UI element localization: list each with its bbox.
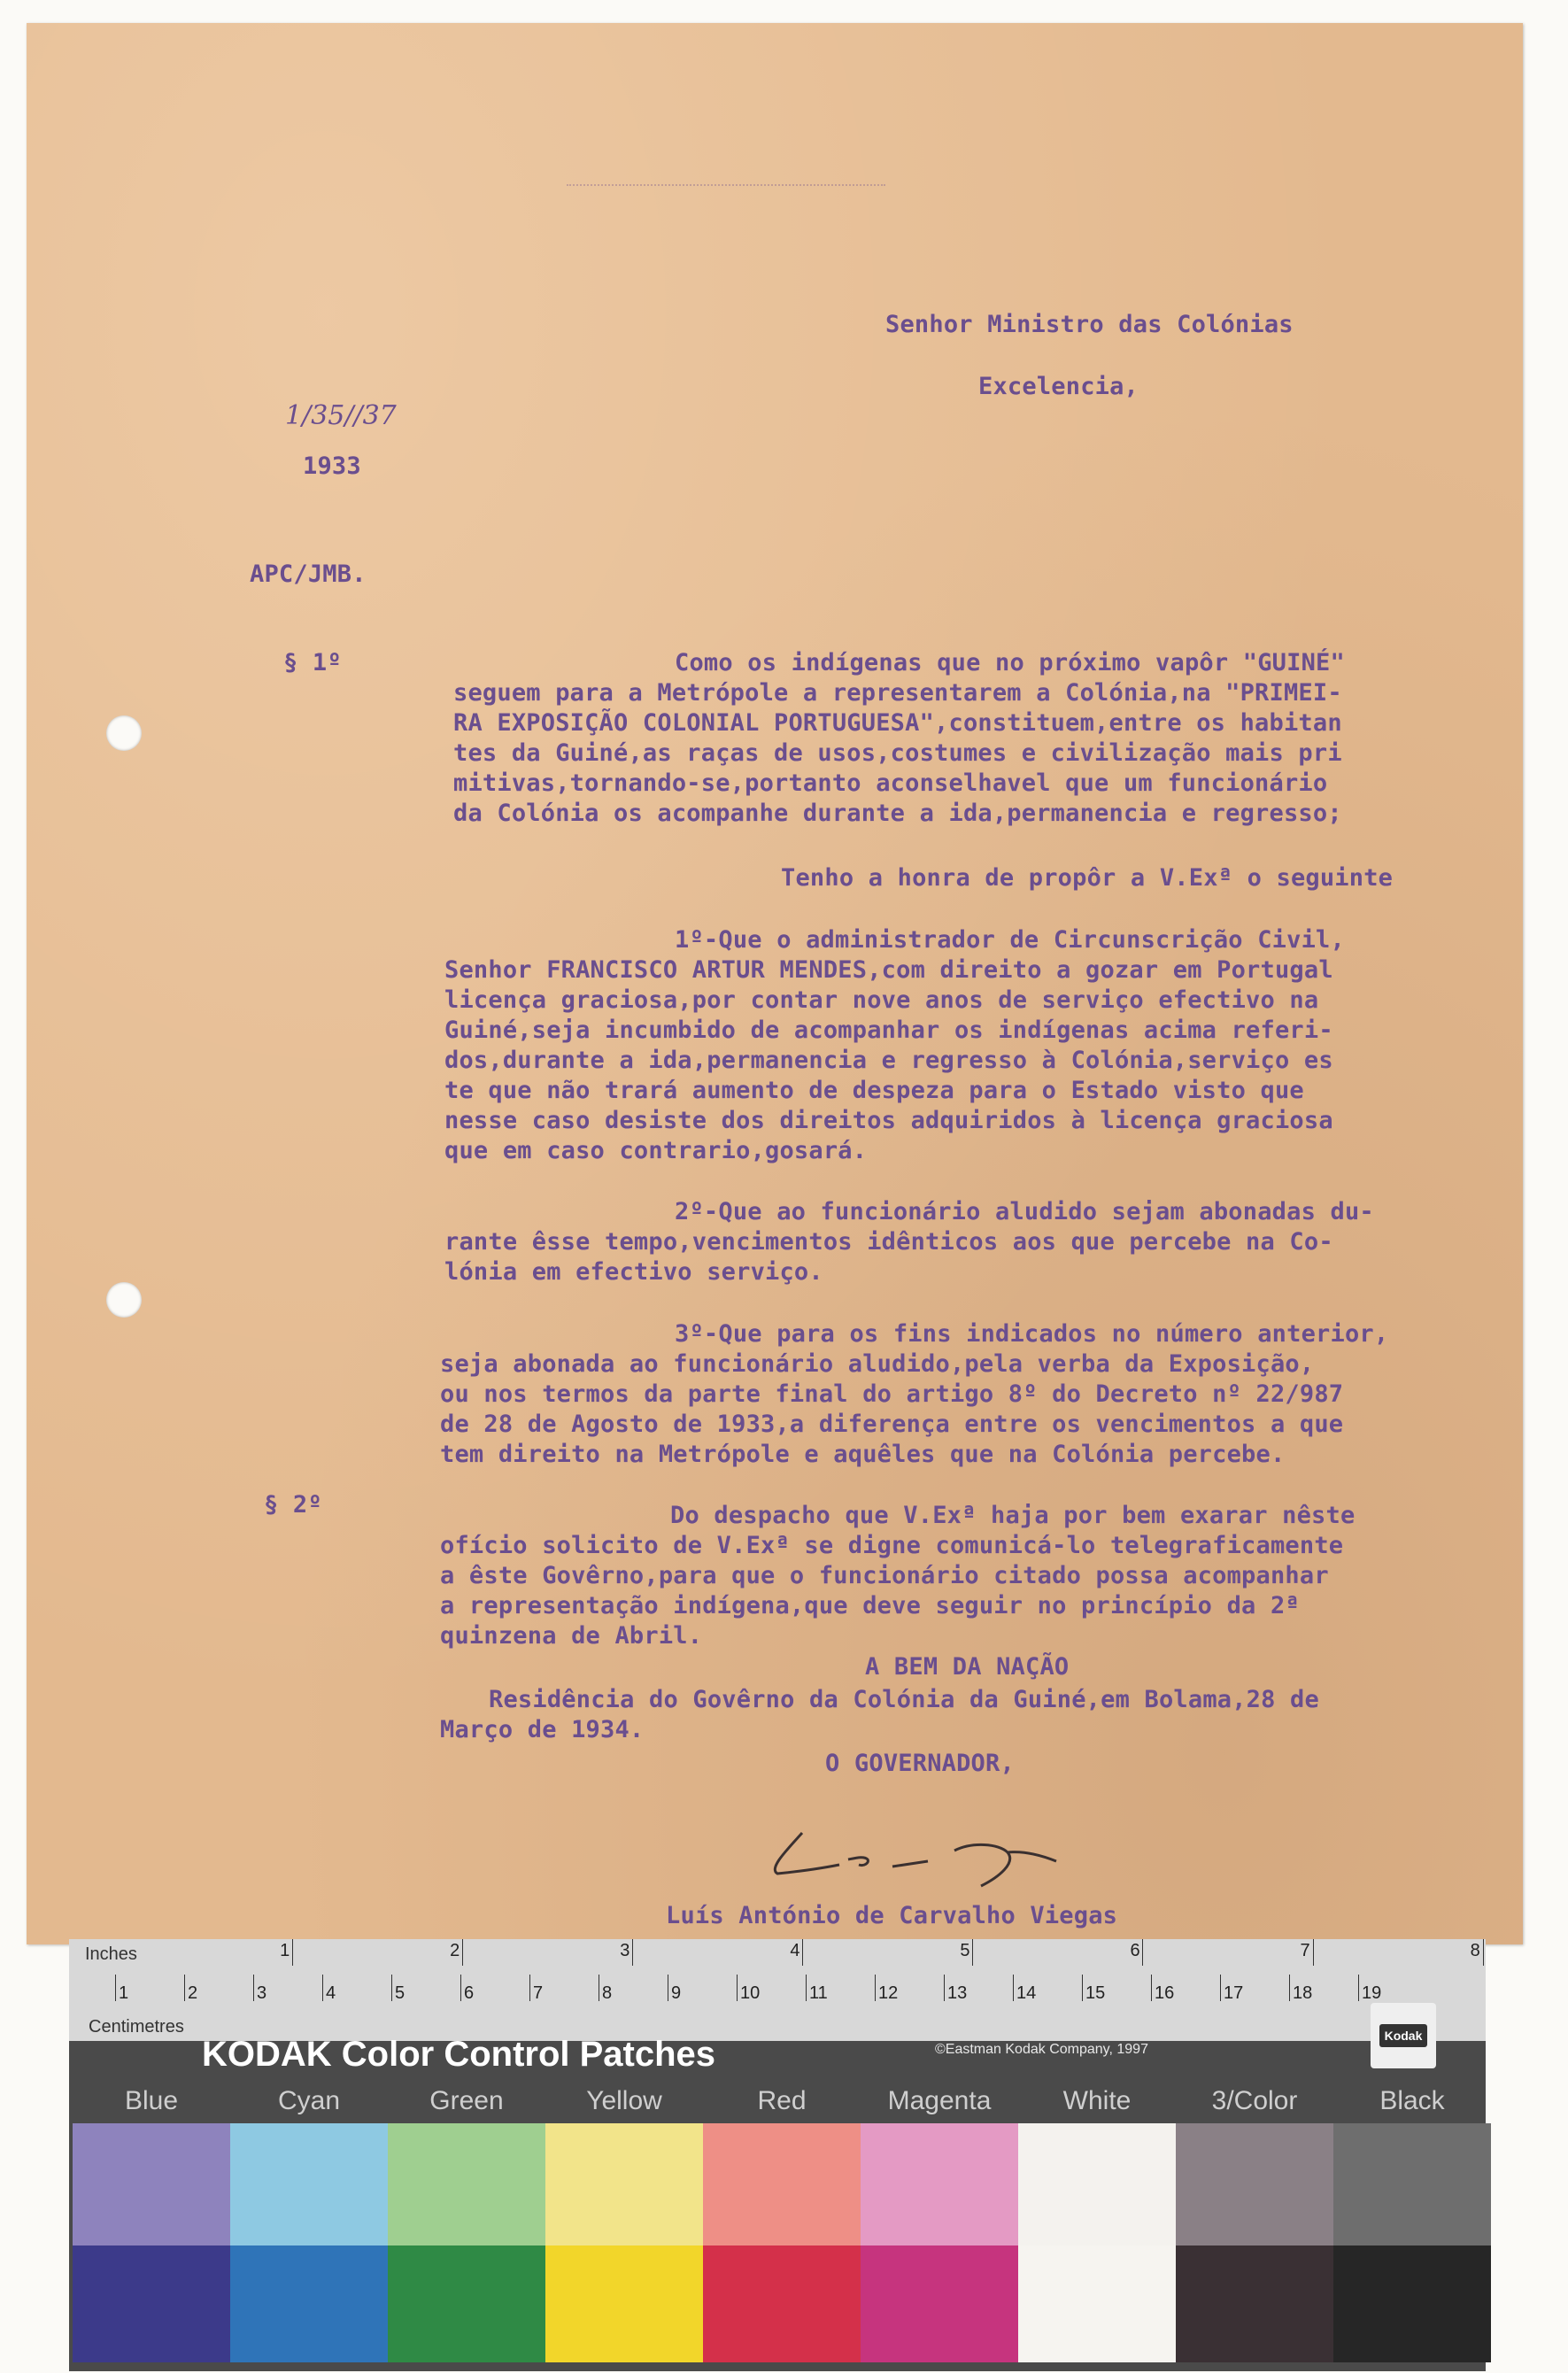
- color-patch-top: [1176, 2123, 1333, 2245]
- item-3-line: ou nos termos da parte final do artigo 8º do Decreto nº 22/987: [440, 1380, 1344, 1408]
- color-patch-bottom: [861, 2245, 1018, 2362]
- patch-label-3-color: 3/Color: [1211, 2086, 1298, 2115]
- item-1-line: licença graciosa,por contar nove anos de serviço efectivo na: [444, 986, 1319, 1014]
- inch-number: 5: [960, 1941, 970, 1960]
- patch-label-white: White: [1062, 2086, 1132, 2115]
- year-line: 1933: [303, 452, 361, 480]
- paragraph-2-line: quinzena de Abril.: [440, 1622, 703, 1650]
- patch-label-blue: Blue: [124, 2086, 179, 2115]
- patch-label-green: Green: [429, 2086, 504, 2115]
- inch-tick: [1483, 1939, 1484, 1966]
- cm-tick: [1289, 1975, 1290, 2001]
- inch-number: 8: [1470, 1941, 1480, 1960]
- cm-tick: [115, 1975, 116, 2001]
- color-patch-top: [230, 2123, 388, 2245]
- inch-tick: [632, 1939, 633, 1966]
- inch-number: 3: [620, 1941, 630, 1960]
- kodak-logo-text: Kodak: [1379, 2024, 1427, 2047]
- inch-number: 7: [1300, 1941, 1310, 1960]
- color-patch-top: [703, 2123, 861, 2245]
- patch-label-yellow: Yellow: [586, 2086, 662, 2115]
- paragraph-1-line: Como os indígenas que no próximo vapôr "GUINÉ": [675, 649, 1345, 676]
- color-patch-top: [388, 2123, 545, 2245]
- cm-tick: [391, 1975, 392, 2001]
- cm-tick: [737, 1975, 738, 2001]
- cm-tick: [944, 1975, 945, 2001]
- kodak-copyright: ©Eastman Kodak Company, 1997: [935, 2042, 1148, 2057]
- paragraph-2-line: a êste Govêrno,para que o funcionário citado possa acompanhar: [440, 1562, 1329, 1589]
- color-patch-bottom: [703, 2245, 861, 2362]
- inch-number: 2: [450, 1941, 460, 1960]
- cm-number: 11: [809, 1983, 828, 2003]
- cm-tick: [529, 1975, 530, 2001]
- paragraph-2-line: ofício solicito de V.Exª se digne comunicá-lo telegraficamente: [440, 1532, 1344, 1559]
- place-date-line: Residência do Govêrno da Colónia da Guiné,em Bolama,28 de: [489, 1686, 1319, 1713]
- cm-number: 19: [1362, 1983, 1382, 2003]
- cm-tick: [322, 1975, 323, 2001]
- paragraph-1-line: tes da Guiné,as raças de usos,costumes e civilização mais pri: [453, 739, 1342, 767]
- color-patch-top: [861, 2123, 1018, 2245]
- inch-tick: [462, 1939, 463, 1966]
- cm-number: 8: [602, 1983, 613, 2003]
- cm-tick: [1220, 1975, 1221, 2001]
- cm-number: 15: [1085, 1983, 1106, 2003]
- kodak-logo-icon: [1371, 2003, 1436, 2068]
- cm-number: 12: [878, 1983, 899, 2003]
- cm-number: 13: [947, 1983, 968, 2003]
- cm-number: 7: [533, 1983, 544, 2003]
- cm-number: 9: [671, 1983, 682, 2003]
- inch-tick: [802, 1939, 803, 1966]
- cm-tick: [1358, 1975, 1359, 2001]
- color-patch-bottom: [1333, 2245, 1491, 2362]
- cm-number: 6: [464, 1983, 475, 2003]
- cm-tick: [253, 1975, 254, 2001]
- item-3-line: 3º-Que para os fins indicados no número anterior,: [675, 1320, 1389, 1348]
- signatory-name: Luís António de Carvalho Viegas: [666, 1902, 1118, 1929]
- punch-hole-bottom: [106, 1282, 142, 1318]
- cm-number: 18: [1293, 1983, 1313, 2003]
- item-1-line: que em caso contrario,gosará.: [444, 1137, 868, 1164]
- color-patch-bottom: [388, 2245, 545, 2362]
- color-patch-bottom: [1018, 2245, 1176, 2362]
- item-1-line: Senhor FRANCISCO ARTUR MENDES,com direito a gozar em Portugal: [444, 956, 1333, 984]
- color-patch-bottom: [545, 2245, 703, 2362]
- cm-number: 4: [326, 1983, 336, 2003]
- item-3-line: tem direito na Metrópole e aquêles que na Colónia percebe.: [440, 1441, 1286, 1468]
- ruler: [69, 1939, 1486, 2041]
- proposal-intro: Tenho a honra de propôr a V.Exª o seguinte: [781, 864, 1394, 892]
- paragraph-1-line: RA EXPOSIÇÃO COLONIAL PORTUGUESA",constituem,entre os habitan: [453, 709, 1342, 737]
- section-mark-2: § 2º: [264, 1491, 322, 1519]
- cm-tick: [1013, 1975, 1014, 2001]
- cm-tick: [875, 1975, 876, 2001]
- cm-number: 3: [257, 1983, 267, 2003]
- item-1-line: te que não trará aumento de despeza para o Estado visto que: [444, 1077, 1304, 1104]
- inch-number: 6: [1130, 1941, 1140, 1960]
- section-mark-1: § 1º: [283, 649, 342, 676]
- inches-label: Inches: [85, 1944, 137, 1964]
- color-patch-bottom: [73, 2245, 230, 2362]
- salutation-line: Excelencia,: [978, 373, 1139, 400]
- item-1-line: dos,durante a ida,permanencia e regresso à Colónia,serviço es: [444, 1047, 1333, 1074]
- paragraph-1-line: seguem para a Metrópole a representarem a Colónia,na "PRIMEI-: [453, 679, 1342, 707]
- color-patch-top: [545, 2123, 703, 2245]
- faded-stamp-mark: [567, 163, 885, 186]
- color-patch-top: [1333, 2123, 1491, 2245]
- item-2-line: lónia em efectivo serviço.: [444, 1258, 823, 1286]
- cm-number: 10: [740, 1983, 761, 2003]
- item-2-line: rante êsse tempo,vencimentos idênticos aos que percebe na Co-: [444, 1228, 1333, 1256]
- color-patch-bottom: [1176, 2245, 1333, 2362]
- item-1-line: nesse caso desiste dos direitos adquiridos à licença graciosa: [444, 1107, 1333, 1134]
- cm-tick: [460, 1975, 461, 2001]
- cm-number: 1: [119, 1983, 129, 2003]
- cm-tick: [806, 1975, 807, 2001]
- patch-label-magenta: Magenta: [887, 2086, 992, 2115]
- punch-hole-top: [106, 715, 142, 751]
- inch-tick: [1313, 1939, 1314, 1966]
- cm-tick: [1082, 1975, 1083, 2001]
- paragraph-2-line: a representação indígena,que deve seguir no princípio da 2ª: [440, 1592, 1300, 1619]
- closing-formula: A BEM DA NAÇÃO: [865, 1653, 1070, 1681]
- item-1-line: 1º-Que o administrador de Circunscrição Civil,: [675, 926, 1345, 954]
- inch-tick: [1142, 1939, 1143, 1966]
- color-patch-bottom: [230, 2245, 388, 2362]
- patch-label-cyan: Cyan: [277, 2086, 341, 2115]
- kodak-title: KODAK Color Control Patches: [202, 2035, 716, 2074]
- paragraph-1-line: mitivas,tornando-se,portanto aconselhavel que um funcionário: [453, 769, 1328, 797]
- handwritten-signature: [760, 1797, 1078, 1895]
- patch-label-red: Red: [757, 2086, 807, 2115]
- paragraph-1-line: da Colónia os acompanhe durante a ida,permanencia e regresso;: [453, 800, 1342, 827]
- item-1-line: Guiné,seja incumbido de acompanhar os indígenas acima referi-: [444, 1016, 1333, 1044]
- cm-tick: [184, 1975, 185, 2001]
- cm-number: 17: [1224, 1983, 1244, 2003]
- item-3-line: seja abonada ao funcionário aludido,pela verba da Exposição,: [440, 1350, 1315, 1378]
- patch-label-black: Black: [1379, 2086, 1445, 2115]
- cm-tick: [1151, 1975, 1152, 2001]
- inch-tick: [292, 1939, 293, 1966]
- item-3-line: de 28 de Agosto de 1933,a diferença entre os vencimentos a que: [440, 1411, 1344, 1438]
- color-patch-top: [1018, 2123, 1176, 2245]
- item-2-line: 2º-Que ao funcionário aludido sejam abonadas du-: [675, 1198, 1374, 1225]
- cm-number: 5: [395, 1983, 406, 2003]
- inch-number: 4: [790, 1941, 800, 1960]
- cm-number: 16: [1155, 1983, 1175, 2003]
- addressee-line: Senhor Ministro das Colónias: [885, 311, 1294, 338]
- initials-line: APC/JMB.: [250, 560, 367, 588]
- inch-number: 1: [280, 1941, 290, 1960]
- cm-number: 14: [1016, 1983, 1037, 2003]
- centimetres-label: Centimetres: [89, 2017, 184, 2037]
- reference-number: 1/35//37: [285, 400, 397, 431]
- paragraph-2-line: Do despacho que V.Exª haja por bem exarar nêste: [670, 1502, 1356, 1529]
- color-patch-top: [73, 2123, 230, 2245]
- signatory-title: O GOVERNADOR,: [825, 1750, 1015, 1777]
- inch-tick: [972, 1939, 973, 1966]
- place-date-line: Março de 1934.: [440, 1716, 645, 1743]
- cm-number: 2: [188, 1983, 198, 2003]
